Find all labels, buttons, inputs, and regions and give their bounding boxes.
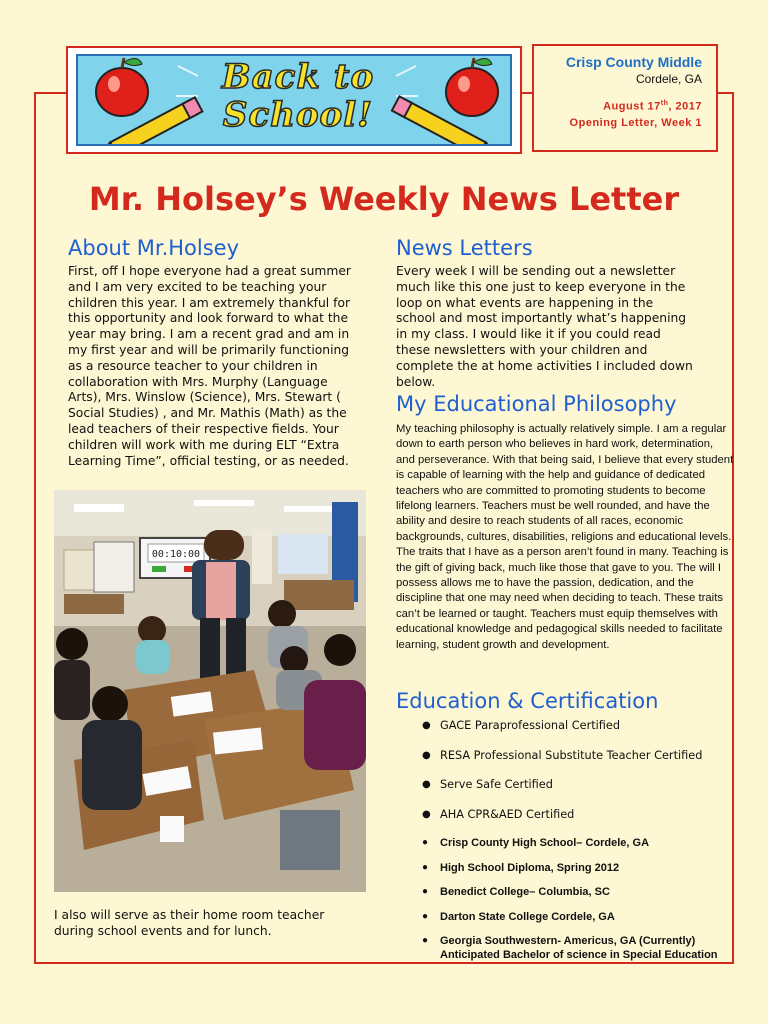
apple-icon xyxy=(446,58,498,116)
certification-item: RESA Professional Substitute Teacher Certified xyxy=(440,748,703,762)
board-timer: 00:10:00 xyxy=(151,549,201,560)
education-item: Benedict College– Columbia, SC xyxy=(440,886,610,898)
education-heading: Education & Certification xyxy=(396,689,659,713)
bullet-icon: ● xyxy=(422,720,431,731)
bullet-icon: ● xyxy=(422,749,431,761)
banner-title-line1: Back to xyxy=(221,57,375,97)
education-item: Anticipated Bachelor of science in Special Education xyxy=(440,949,718,961)
education-item: Darton State College Cordele, GA xyxy=(440,910,615,923)
education-item: High School Diploma, Spring 2012 xyxy=(440,861,620,874)
newsletters-heading: News Letters xyxy=(396,236,533,260)
certification-item: Serve Safe Certified xyxy=(440,778,553,791)
issue-date xyxy=(542,100,702,113)
list-item xyxy=(396,885,736,899)
newsletter-title: Mr. Holsey’s Weekly News Letter xyxy=(88,180,680,218)
banner-title xyxy=(198,58,398,134)
list-item xyxy=(396,805,726,835)
date-suffix-sup: th xyxy=(660,100,669,107)
certification-item: GACE Paraprofessional Certified xyxy=(440,719,621,732)
bullet-icon: ● xyxy=(422,808,431,820)
photo-caption: I also will serve as their home room teacher during school events and for lunch. xyxy=(54,908,325,938)
education-item: Crisp County High School– Cordele, GA xyxy=(440,837,650,849)
school-info-box xyxy=(532,44,718,152)
list-item xyxy=(396,934,736,962)
bullet-icon: ● xyxy=(422,910,429,922)
list-item xyxy=(396,910,736,924)
newsletters-body: Every week I will be sending out a newsletter much like this one just to keep everyone in the loop on what events are happening in the school and most importantly what’s happening in my class. I would like it if you could read these newsletters with your children and complete the at home activities I included down below. xyxy=(396,264,693,389)
apple-icon xyxy=(96,58,148,116)
issue-week: Opening Letter, Week 1 xyxy=(569,116,702,129)
bullet-icon: ● xyxy=(422,779,431,790)
classroom-photo-illustration xyxy=(54,490,366,892)
about-body: First, off I hope everyone had a great summer and I am very excited to be teaching your children this year. I am extremely thankful for this opportunity and look forward to what the year may bring. I am a recent grad and am in my first year and will be primarily functioning as a resource teacher to your children in collaboration with Mrs. Murphy (Language Arts), Mrs. Winslow (Science), Mrs. Stewart ( Social Studies) , and Mr. Mathis (Math) as the lead teachers of their respective fields. Your children will work with me during ELT “Extra Learning Time”, official testing, or as needed. xyxy=(68,264,351,468)
bullet-icon: ● xyxy=(422,886,429,897)
education-list xyxy=(396,836,736,962)
date-prefix: August 17 xyxy=(603,100,661,113)
banner-clipart xyxy=(76,54,512,146)
classroom-photo xyxy=(54,490,366,892)
list-item xyxy=(396,746,726,776)
school-city: Cordele, GA xyxy=(635,72,702,86)
bullet-icon: ● xyxy=(422,861,429,873)
list-item xyxy=(396,836,736,850)
education-item: Georgia Southwestern- Americus, GA (Currently) xyxy=(440,935,696,947)
list-item xyxy=(396,861,736,875)
list-item xyxy=(396,775,726,805)
philosophy-body: My teaching philosophy is actually relatively simple. I am a regular down to earth person who believes in hard work, determination, and perseverance. With that being said, I believe that every student is capable of learning with the help and guidance of dedicated teachers who are committed to promoting students to become lifelong learners. Teachers must be well rounded, and have the ability and desire to reach students of all races, economic backgrounds, cultures, disabilities, religions and educational levels. The traits that I have as a person aren’t found in many. Teaching is the gift of giving back, much like those that gave to you. The will I possess allows me to have the passion, dedication, and the discipline that one may need when deciding to teach. These traits can’t be learned or taught. Teachers must equip themselves with educational knowledge and pedagogical skills needed to facilitate learning, student growth and development. xyxy=(396,423,734,651)
certification-list xyxy=(396,716,726,834)
about-heading: About Mr.Holsey xyxy=(68,236,240,260)
philosophy-heading: My Educational Philosophy xyxy=(396,392,677,416)
back-to-school-banner xyxy=(66,46,522,154)
list-item xyxy=(396,716,726,746)
certification-item: AHA CPR&AED Certified xyxy=(440,807,575,821)
school-name: Crisp County Middle xyxy=(565,54,702,70)
bullet-icon: ● xyxy=(422,935,429,946)
bullet-icon: ● xyxy=(422,837,429,848)
date-year: , 2017 xyxy=(668,100,702,113)
banner-title-line2: School! xyxy=(222,95,374,135)
